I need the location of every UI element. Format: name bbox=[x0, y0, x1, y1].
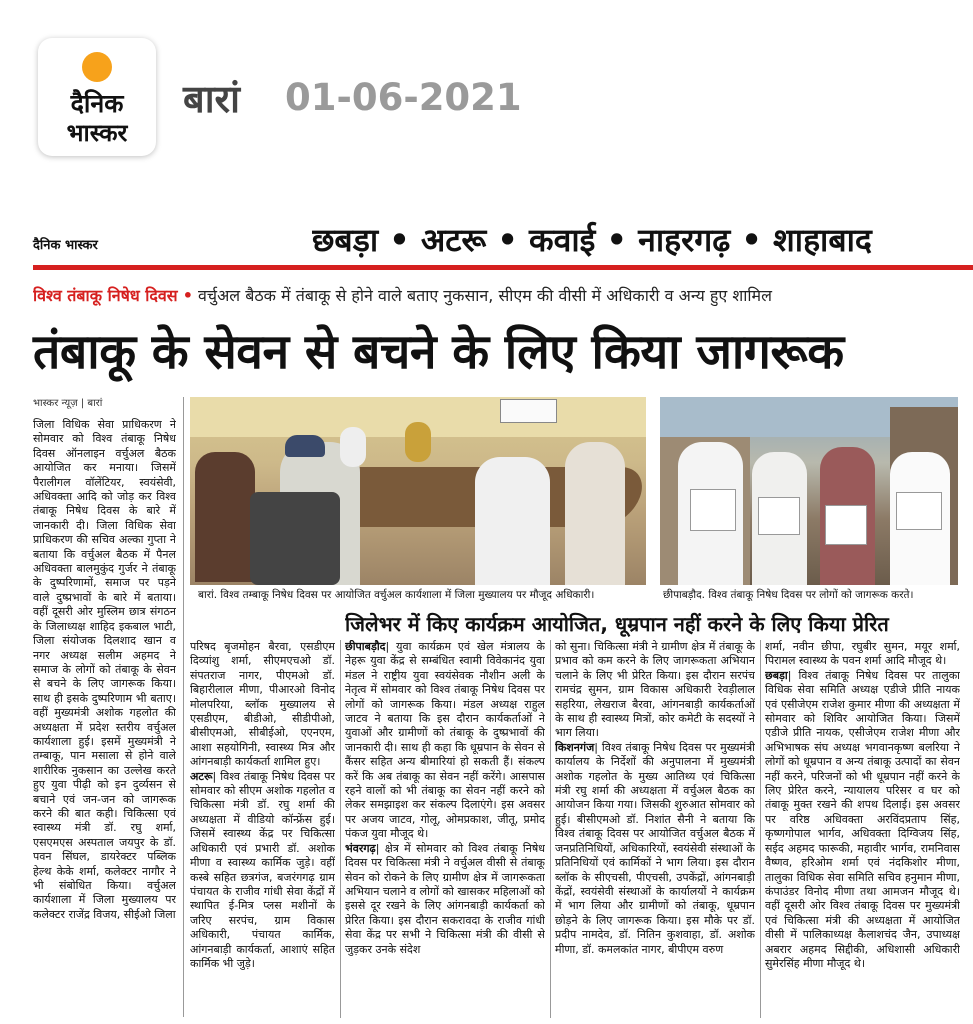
article-column-4: को सुना। चिकित्सा मंत्री ने ग्रामीण क्षेत्र में तंबाकू के प्रभाव को कम करने के लिए जागरूकता अभियान चलाने के लिए भी प्रेरित किया। इस दौरान सरपंच रामचंद्र सुमन, ग्राम विकास अधिकारी रेवड़ीलाल सहरिया, लेखराज बैरवा, आंगनबाड़ी कार्यकर्ताओं के साथ ही स्वास्थ्य मित्रों, कोर कमेटी के सदस्यों ने भाग लिया। किशनगंज| विश्व तंबाकू निषेध दिवस पर मुख्यमंत्री कार्यालय के निर्देशों की अनुपालना में मुख्यमंत्री अशोक गहलोत के मुख्य आतिथ्य एवं चिकित्सा मंत्री रघु शर्मा की अध्यक्षता में वर्चुअल बैठक का आयोजन किया गया। जिसकी शुरुआत सोमवार को हुई। बीसीएमओ डॉ. निशांत सैनी ने बताया कि विश्व तंबाकू दिवस पर आयोजित वर्चुअल बैठक में जनप्रतिनिधियों, अधिकारियों, स्वयंसेवी संस्थाओं के प्रतिनिधियों एवं कार्मिकों ने भाग लिया। इस दौरान ब्लॉक के सीएचसी, पीएचसी, उपकेंद्रों, आंगनबाड़ी केंद्रों, स्वयंसेवी संस्थाओं के कार्यालयों ने कार्यक्रम में भाग लिया और ग्रामीणों को तंबाकू, धूम्रपान छोड़ने के लिए जागरूक किया। इस मौके पर डॉ. प्रदीप नामदेव, डॉ. नितिन कुशवाहा, डॉ. अशोक मीणा, डॉ. कमलकांत नागर, बीपीएम वरुण bbox=[555, 640, 755, 956]
column-rule bbox=[760, 640, 761, 1018]
sun-icon bbox=[82, 52, 112, 82]
article-column-1: जिला विधिक सेवा प्राधिकरण ने सोमवार को विश्व तंबाकू निषेध दिवस ऑनलाइन वर्चुअल बैठक आयोजित कर मनाया। जिसमें पैरालीगल वॉलेंटियर, स्वयंसेवी, अधिवक्ता आदि को जोड़ कर विश्व तंबाकू निषेध दिवस के बारे में जानकारी दी। जिला विधिक सेवा प्राधिकरण की सचिव अल्का गुप्ता ने बताया कि वर्चुअल बैठक में पैनल अधिवक्ता बालमुकुंद गुर्जर ने तंबाकू के दुष्परिणामों, समाज पर पड़ने वाले दुष्प्रभावों के बारे में बताया। वहीं दूसरी ओर मुस्लिम छात्र संगठन के जिलाध्यक्ष शाहिद इकबाल भाटी, जिला संयोजक दिलशाद खान व नगर अध्यक्ष सलीम अहमद ने समाज के लोगों को तंबाकू के सेवन से बचने के लिए जागरूक किया। साथ ही इसके दुष्परिणाम भी बताए। वहीं मुख्यमंत्री अशोक गहलोत की अध्यक्षता में प्रदेश स्तरीय वर्चुअल कार्यशाला हुई। इसमें मुख्यमंत्री ने तम्बाकू, पान मसाला से होने वाले शारीरिक नुकसान का उल्लेख करते हुए युवा पीढ़ी को इन दुर्व्यसन से बचाने एवं जन-जन को जागरूक करने की बात कही। चिकित्सा एवं स्वास्थ्य मंत्री डॉ. रघु शर्मा, एसएमएस अस्पताल जयपुर के डॉ. पवन सिंघल, डायरेक्टर पब्लिक हेल्थ केके शर्मा, कलेक्टर नागौर ने भी संबोधित किया। वर्चुअल कार्यशाला में जिला मुख्यालय पर कलेक्टर राजेंद्र विजय, सीईओ जिला bbox=[33, 418, 176, 921]
meeting-photo-caption: बारां. विश्व तम्बाकू निषेध दिवस पर आयोजित वर्चुअल कार्यशाला में जिला मुख्यालय पर मौजूद अधिकारी। bbox=[198, 589, 595, 601]
dateline-chhipabarod: छीपाबड़ौद bbox=[345, 640, 386, 653]
placards-photo bbox=[660, 397, 958, 585]
page-places: छबड़ा • अटरू • कवाई • नाहरगढ़ • शाहाबाद bbox=[312, 221, 872, 259]
article-column-3: छीपाबड़ौद| युवा कार्यक्रम एवं खेल मंत्रालय के नेहरू युवा केंद्र से सम्बंधित स्वामी विवेकानंद युवा मंडल ने राष्ट्रीय युवा स्वयंसेवक नौशीन अली के नेतृत्व में सोमवार को विश्व तंबाकू निषेध दिवस पर लोगों को जागरूक किया। मंडल अध्यक्ष राहुल जाटव ने बताया कि इस दौरान कार्यकर्ताओं ने युवाओं और ग्रामीणों को तंबाकू के दुष्प्रभावों की जानकारी दी। साथ ही कहा कि धूम्रपान के सेवन से कैंसर सहित अन्य बीमारियां हो सकती हैं। संकल्प करें कि अब तंबाकू का सेवन नहीं करेंगे। आसपास रहने वालों को भी तंबाकू का सेवन नहीं करने को लेकर समझाइश कर संकल्प दिलाएंगे। इस अवसर पर अजय जाटव, गोलू, ओमप्रकाश, जीतू, प्रमोद पंकज युवा मौजूद थे। भंवरगढ़| क्षेत्र में सोमवार को विश्व तंबाकू निषेध दिवस पर चिकित्सा मंत्री ने वर्चुअल वीसी से तंबाकू सेवन को रोकने के लिए ग्रामीण क्षेत्र में जागरूकता अभियान चलाने व लोगों को खासकर महिलाओं को इससे दूर रखने के लिए आंगनबाड़ी कार्यकर्ता को प्रेरित किया। इस दौरान सकरावदा के राजीव गांधी सेवा केंद्र पर सभी ने चिकित्सा मंत्री की वीसी से जुड़कर उनके संदेश bbox=[345, 640, 545, 956]
logo-line2: भास्कर bbox=[66, 119, 128, 147]
article-column-5: शर्मा, नवीन छीपा, रघुबीर सुमन, मयूर शर्मा, पिरामल स्वास्थ्य के पवन शर्मा आदि मौजूद थे। छबड़ा| विश्व तंबाकू निषेध दिवस पर तालुका विधिक सेवा समिति अध्यक्ष एडीजे प्रीति नायक एवं एसीजेएम राजेश कुमार मीणा की अध्यक्षता में सोमवार को शिविर आयोजित किया। जिसमें एडीजे प्रीति नायक, एसीजेएम राजेश मीणा और अभिभाषक संघ अध्यक्ष भगवानकृष्ण बलरिया ने लोगों को धूम्रपान व अन्य तंबाकू उत्पादों का सेवन नहीं करने, परिजनों को भी धूम्रपान नहीं करने के लिए प्रेरित करने, न्यायालय परिसर व घर को तंबाकू मुक्त रखने की शपथ दिलाई। इस अवसर पर वरिष्ठ अधिवक्ता अरविंदप्रताप सिंह, कृष्णगोपाल भार्गव, अधिवक्ता दिग्विजय सिंह, सईद अहमद फारूकी, महावीर भार्गव, रामनिवास वैष्णव, हरिओम शर्मा एवं नंदकिशोर मीणा, तालुका विधिक सेवा समिति सचिव हनुमान मीणा, कंपाउंडर विनोद मीणा तथा आमजन मौजूद थे। वहीं दूसरी ओर विश्व तंबाकू दिवस पर मुख्यमंत्री एवं चिकित्सा मंत्री की अध्यक्षता में आयोजित वीसी में पालिकाध्यक्ष कैलाशचंद जैन, उपाध्यक्ष अबरार अहमद सिद्दीकी, अधिशासी अधिकारी सुमेरसिंह मीणा मौजूद थे। bbox=[765, 640, 960, 970]
column-rule bbox=[340, 640, 341, 1018]
column-rule bbox=[183, 397, 184, 1017]
column-4-text-b: विश्व तंबाकू निषेध दिवस पर मुख्यमंत्री कार्यालय के निर्देशों की अनुपालना में मुख्यमंत्री अशोक गहलोत के मुख्य आतिथ्य एवं चिकित्सा मंत्री रघु शर्मा की अध्यक्षता में वर्चुअल बैठक का आयोजन किया गया। जिसकी शुरुआत सोमवार को हुई। बीसीएमओ डॉ. निशांत सैनी ने बताया कि विश्व तंबाकू दिवस पर आयोजित वर्चुअल बैठक में जनप्रतिनिधियों, अधिकारियों, स्वयंसेवी संस्थाओं के प्रतिनिधियों एवं कार्मिकों ने भाग लिया। इस दौरान ब्लॉक के सीएचसी, पीएचसी, उपकेंद्रों, आंगनबाड़ी केंद्रों, स्वयंसेवी संस्थाओं के कार्यालयों ने कार्यक्रम में भाग लिया और ग्रामीणों को तंबाकू, धूम्रपान छोड़ने के लिए जागरूक किया। इस मौके पर डॉ. प्रदीप नामदेव, डॉ. नितिन कुशवाहा, डॉ. अशोक मीणा, डॉ. कमलकांत नागर, बीपीएम वरुण bbox=[555, 740, 755, 956]
column-rule bbox=[550, 640, 551, 1018]
column-2-text-a: परिषद बृजमोहन बैरवा, एसडीएम दिव्यांशु शर्मा, सीएमएचओ डॉ. संपतराज नागर, पीएमओ डॉ. बिहारीलाल मीणा, पीआरओ विनोद मोलपरिया, ब्लॉक मुख्यालय से एसडीएम, बीडीओ, सीडीपीओ, बीसीएमओ, सीबीईओ, एएनएम, आशा सहयोगिनी, स्वास्थ्य मित्र और आंगनबाड़ी कार्यकर्ता शामिल हुए। bbox=[190, 640, 335, 769]
dainik-bhaskar-logo[interactable] bbox=[38, 38, 156, 156]
column-3-text-a: युवा कार्यक्रम एवं खेल मंत्रालय के नेहरू युवा केंद्र से सम्बंधित स्वामी विवेकानंद युवा मंडल ने राष्ट्रीय युवा स्वयंसेवक नौशीन अली के नेतृत्व में सोमवार को विश्व तंबाकू निषेध दिवस पर लोगों को जागरूक किया। मंडल अध्यक्ष राहुल जाटव ने बताया कि इस दौरान कार्यकर्ताओं ने युवाओं और ग्रामीणों को तंबाकू के दुष्प्रभावों की जानकारी दी। साथ ही कहा कि धूम्रपान के सेवन से कैंसर सहित अन्य बीमारियां हो सकती हैं। संकल्प करें कि अब तंबाकू का सेवन नहीं करेंगे। आसपास रहने वालों को भी तंबाकू का सेवन नहीं करने को लेकर समझाइश कर संकल्प दिलाएंगे। इस अवसर पर अजय जाटव, गोलू, ओमप्रकाश, जीतू, प्रमोद पंकज युवा मौजूद थे। bbox=[345, 640, 545, 841]
column-2-text-b: विश्व तंबाकू निषेध दिवस पर सोमवार को सीएम अशोक गहलोत व चिकित्सा मंत्री डॉ. रघु शर्मा की अध्यक्षता में वीडियो कॉन्फ्रेंस हुई। जिसमें स्वास्थ्य केंद्र पर चिकित्सा अधिकारी एवं प्रभारी डॉ. अशोक मीणा व स्वास्थ्य कार्मिक जुड़े। वहीं कस्बे सहित छत्रगंज, बजरंगगढ़ ग्राम पंचायत के राजीव गांधी सेवा केंद्रों में स्थापित ई-मित्र प्लस मशीनों के जरिए सरपंच, ग्राम विकास अधिकारी, पंचायत कार्मिक, आंगनबाड़ी कार्यकर्ता, आशाएं सहित कार्मिक भी जुड़े। bbox=[190, 769, 335, 970]
article-kicker bbox=[33, 284, 973, 306]
edition-city: बारां bbox=[183, 77, 240, 121]
kicker-text: वर्चुअल बैठक में तंबाकू से होने वाले बताए नुकसान, सीएम की वीसी में अधिकारी व अन्य हुए शामिल bbox=[198, 286, 772, 305]
edition-date: 01-06-2021 bbox=[285, 76, 522, 119]
meeting-photo bbox=[190, 397, 646, 585]
column-3-text-b: क्षेत्र में सोमवार को विश्व तंबाकू निषेध दिवस पर चिकित्सा मंत्री ने वर्चुअल वीसी से तंबाकू सेवन को रोकने के लिए ग्रामीण क्षेत्र में जागरूकता अभियान चलाने व लोगों को खासकर महिलाओं को इससे दूर रखने के लिए आंगनबाड़ी कार्यकर्ता को प्रेरित किया। इस दौरान सकरावदा के राजीव गांधी सेवा केंद्र पर सभी ने चिकित्सा मंत्री की वीसी से जुड़कर उनके संदेश bbox=[345, 841, 545, 956]
dateline-bhanwargarh: भंवरगढ़ bbox=[345, 841, 376, 855]
dateline-chhabra: छबड़ा bbox=[765, 668, 788, 682]
page-brand: दैनिक भास्कर bbox=[33, 238, 98, 253]
red-divider bbox=[33, 265, 973, 270]
column-5-text-b: विश्व तंबाकू निषेध दिवस पर तालुका विधिक सेवा समिति अध्यक्ष एडीजे प्रीति नायक एवं एसीजेएम राजेश कुमार मीणा की अध्यक्षता में सोमवार को शिविर आयोजित किया। जिसमें एडीजे प्रीति नायक, एसीजेएम राजेश मीणा और अभिभाषक संघ अध्यक्ष भगवानकृष्ण बलरिया ने लोगों को धूम्रपान व अन्य तंबाकू उत्पादों का सेवन नहीं करने, परिजनों को भी धूम्रपान नहीं करने के लिए प्रेरित करने, न्यायालय परिसर व घर को तंबाकू मुक्त रखने की शपथ दिलाई। इस अवसर पर वरिष्ठ अधिवक्ता अरविंदप्रताप सिंह, कृष्णगोपाल भार्गव, अधिवक्ता दिग्विजय सिंह, सईद अहमद फारूकी, महावीर भार्गव, रामनिवास वैष्णव, हरिओम शर्मा एवं नंदकिशोर मीणा, तालुका विधिक सेवा समिति सचिव हनुमान मीणा, कंपाउंडर विनोद मीणा तथा आमजन मौजूद थे। वहीं दूसरी ओर विश्व तंबाकू दिवस पर मुख्यमंत्री एवं चिकित्सा मंत्री की अध्यक्षता में आयोजित वीसी में पालिकाध्यक्ष कैलाशचंद जैन, उपाध्यक्ष अबरार अहमद सिद्दीकी, अधिशासी अधिकारी सुमेरसिंह मीणा मौजूद थे। bbox=[765, 668, 960, 970]
app-header bbox=[0, 0, 973, 190]
column-4-text-a: को सुना। चिकित्सा मंत्री ने ग्रामीण क्षेत्र में तंबाकू के प्रभाव को कम करने के लिए जागरूकता अभियान चलाने के लिए भी प्रेरित किया। इस दौरान सरपंच रामचंद्र सुमन, ग्राम विकास अधिकारी रेवड़ीलाल सहरिया, लेखराज बैरवा, आंगनबाड़ी कार्यकर्ताओं के साथ ही स्वास्थ्य मित्रों, कोर कमेटी के सदस्यों ने भाग लिया। bbox=[555, 640, 755, 740]
article-subheadline: जिलेभर में किए कार्यक्रम आयोजित, धूम्रपान नहीं करने के लिए किया प्रेरित bbox=[345, 612, 889, 636]
kicker-label: विश्व तंबाकू निषेध दिवस bbox=[33, 286, 178, 305]
placards-photo-caption: छीपाबड़ौद. विश्व तंबाकू निषेध दिवस पर लोगों को जागरूक करते। bbox=[663, 589, 914, 601]
kicker-separator: • bbox=[182, 286, 193, 305]
column-5-text-a: शर्मा, नवीन छीपा, रघुबीर सुमन, मयूर शर्मा, पिरामल स्वास्थ्य के पवन शर्मा आदि मौजूद थे। bbox=[765, 640, 960, 668]
dateline-atru: अटरू bbox=[190, 769, 213, 783]
logo-line1: दैनिक bbox=[70, 89, 124, 118]
article-byline: भास्कर न्यूज़ | बारां bbox=[33, 398, 103, 409]
dateline-kishanganj: किशनगंज bbox=[555, 740, 595, 754]
article-headline: तंबाकू के सेवन से बचने के लिए किया जागरूक bbox=[33, 324, 844, 380]
article-column-2: परिषद बृजमोहन बैरवा, एसडीएम दिव्यांशु शर्मा, सीएमएचओ डॉ. संपतराज नागर, पीएमओ डॉ. बिहारीलाल मीणा, पीआरओ विनोद मोलपरिया, ब्लॉक मुख्यालय से एसडीएम, बीडीओ, सीडीपीओ, बीसीएमओ, सीबीईओ, एएनएम, आशा सहयोगिनी, स्वास्थ्य मित्र और आंगनबाड़ी कार्यकर्ता शामिल हुए। अटरू| विश्व तंबाकू निषेध दिवस पर सोमवार को सीएम अशोक गहलोत व चिकित्सा मंत्री डॉ. रघु शर्मा की अध्यक्षता में वीडियो कॉन्फ्रेंस हुई। जिसमें स्वास्थ्य केंद्र पर चिकित्सा अधिकारी एवं प्रभारी डॉ. अशोक मीणा व स्वास्थ्य कार्मिक जुड़े। वहीं कस्बे सहित छत्रगंज, बजरंगगढ़ ग्राम पंचायत के राजीव गांधी सेवा केंद्रों में स्थापित ई-मित्र प्लस मशीनों के जरिए सरपंच, ग्राम विकास अधिकारी, पंचायत कार्मिक, आंगनबाड़ी कार्यकर्ता, आशाएं सहित कार्मिक भी जुड़े। bbox=[190, 640, 335, 970]
